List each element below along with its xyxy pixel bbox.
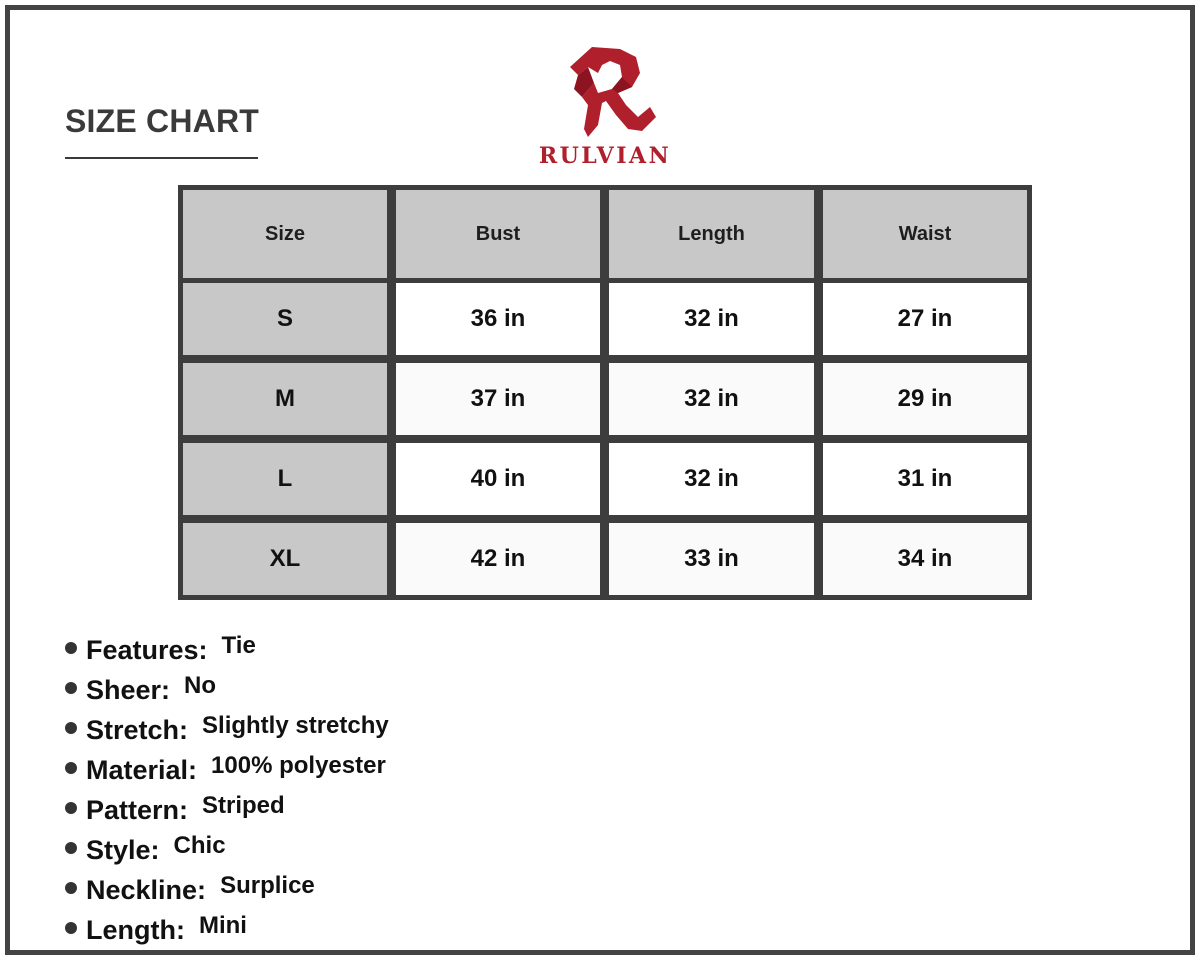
feature-item bbox=[65, 670, 389, 710]
cell-bust-row-1: 36 in bbox=[396, 283, 600, 355]
feature-label: Style: bbox=[86, 835, 160, 865]
feature-item bbox=[65, 750, 389, 790]
cell-size-row-4: XL bbox=[183, 523, 387, 595]
feature-item bbox=[65, 910, 389, 950]
cell-length-row-1: 32 in bbox=[609, 283, 814, 355]
feature-value: Mini bbox=[198, 912, 247, 939]
feature-item bbox=[65, 710, 389, 750]
stylized-r-monogram-icon bbox=[558, 45, 658, 140]
feature-label: Neckline: bbox=[86, 875, 207, 905]
feature-label: Pattern: bbox=[86, 795, 189, 825]
header-waist: Waist bbox=[823, 190, 1027, 278]
feature-value: No bbox=[184, 672, 217, 699]
header-size: Size bbox=[183, 190, 387, 278]
cell-waist-row-3: 31 in bbox=[823, 443, 1027, 515]
feature-label: Sheer: bbox=[86, 675, 171, 705]
feature-item bbox=[65, 830, 389, 870]
feature-item bbox=[65, 870, 389, 910]
feature-item bbox=[65, 790, 389, 830]
cell-waist-row-2: 29 in bbox=[823, 363, 1027, 435]
cell-waist-row-1: 27 in bbox=[823, 283, 1027, 355]
title-underline bbox=[65, 157, 258, 159]
page-title: SIZE CHART bbox=[65, 103, 259, 139]
bullet-icon bbox=[65, 722, 77, 734]
cell-length-row-4: 33 in bbox=[609, 523, 814, 595]
bullet-icon bbox=[65, 642, 77, 654]
bullet-icon bbox=[65, 802, 77, 814]
feature-item bbox=[65, 630, 389, 670]
cell-size-row-1: S bbox=[183, 283, 387, 355]
cell-size-row-2: M bbox=[183, 363, 387, 435]
feature-value: Tie bbox=[221, 632, 256, 659]
cell-bust-row-3: 40 in bbox=[396, 443, 600, 515]
feature-value: Slightly stretchy bbox=[202, 712, 389, 739]
cell-length-row-2: 32 in bbox=[609, 363, 814, 435]
header-length: Length bbox=[609, 190, 814, 278]
header-bust: Bust bbox=[396, 190, 600, 278]
bullet-icon bbox=[65, 842, 77, 854]
bullet-icon bbox=[65, 922, 77, 934]
cell-bust-row-4: 42 in bbox=[396, 523, 600, 595]
feature-value: Chic bbox=[173, 832, 226, 859]
size-chart-frame bbox=[5, 5, 1195, 955]
size-table bbox=[178, 185, 1032, 600]
cell-bust-row-2: 37 in bbox=[396, 363, 600, 435]
feature-label: Features: bbox=[86, 635, 208, 665]
bullet-icon bbox=[65, 762, 77, 774]
feature-value: Surplice bbox=[220, 872, 315, 899]
feature-value: Striped bbox=[202, 792, 285, 819]
brand-logo bbox=[520, 45, 690, 175]
cell-length-row-3: 32 in bbox=[609, 443, 814, 515]
feature-label: Length: bbox=[86, 915, 185, 945]
feature-value: 100% polyester bbox=[211, 752, 386, 779]
feature-list bbox=[65, 630, 389, 950]
bullet-icon bbox=[65, 682, 77, 694]
feature-label: Stretch: bbox=[86, 715, 189, 745]
cell-size-row-3: L bbox=[183, 443, 387, 515]
bullet-icon bbox=[65, 882, 77, 894]
feature-label: Material: bbox=[86, 755, 198, 785]
cell-waist-row-4: 34 in bbox=[823, 523, 1027, 595]
brand-name: RULVIAN bbox=[538, 143, 672, 169]
